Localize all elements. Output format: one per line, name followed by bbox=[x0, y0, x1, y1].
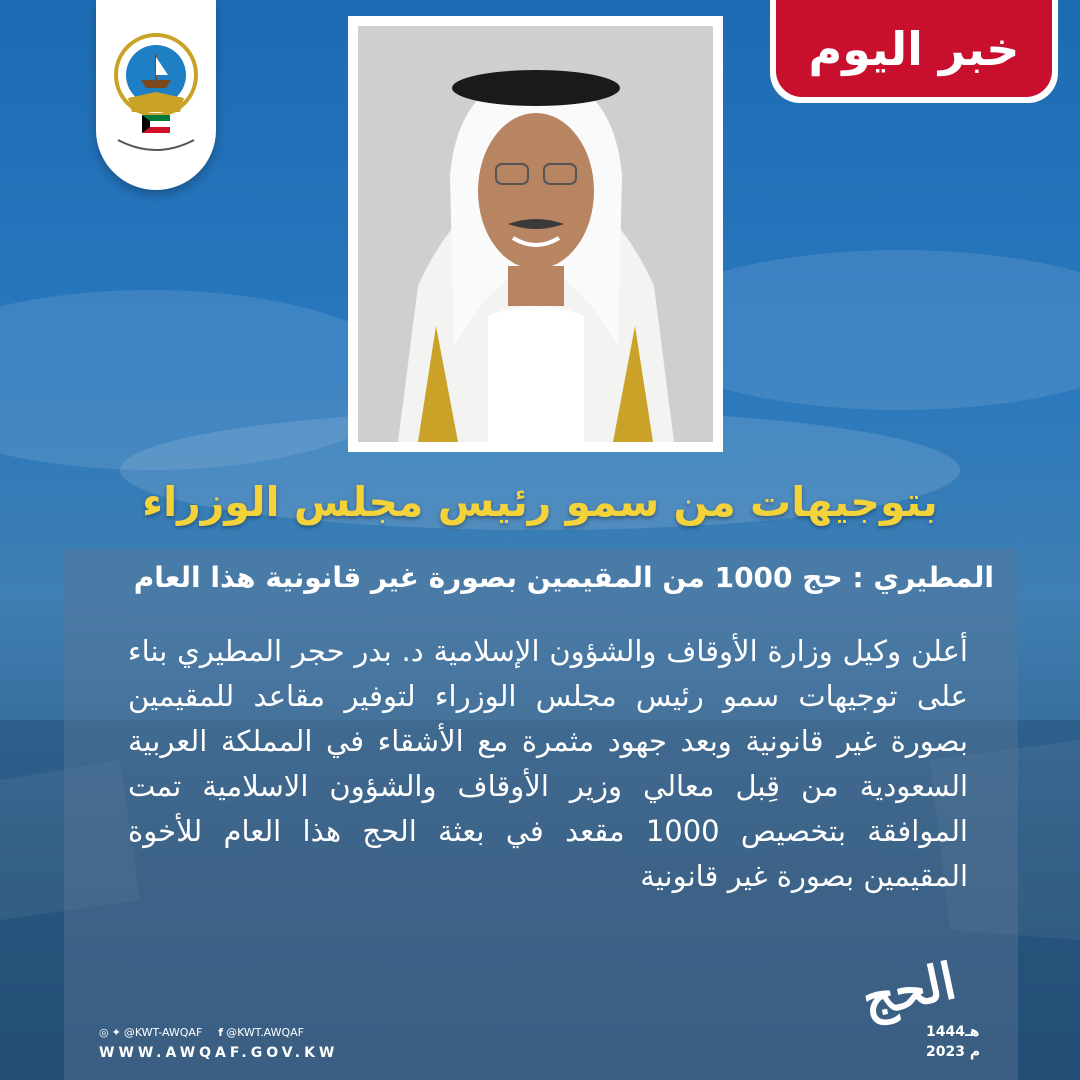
instagram-icon: ◎ bbox=[99, 1026, 109, 1039]
twitter-icon: ✦ bbox=[111, 1026, 121, 1039]
headline: بتوجيهات من سمو رئيس مجلس الوزراء bbox=[142, 478, 938, 526]
social-handles bbox=[99, 1026, 304, 1039]
ministry-logo-icon bbox=[106, 20, 206, 170]
news-tag bbox=[770, 0, 1058, 103]
portrait-photo bbox=[358, 26, 713, 442]
ministry-logo-badge bbox=[96, 0, 216, 190]
facebook-icon: f bbox=[218, 1026, 224, 1039]
social-link-twitter-instagram[interactable] bbox=[99, 1026, 202, 1039]
hijri-year: 1444هـ bbox=[926, 1024, 980, 1040]
subheadline: المطيري : حج 1000 من المقيمين بصورة غير قانونية هذا العام bbox=[133, 561, 994, 594]
gregorian-year: 2023 م bbox=[926, 1044, 981, 1060]
social-link-facebook[interactable] bbox=[218, 1026, 304, 1039]
news-tag-label: خبر اليوم bbox=[776, 0, 1052, 97]
website-link[interactable]: WWW.AWQAF.GOV.KW bbox=[99, 1045, 339, 1061]
year-block bbox=[926, 1022, 980, 1062]
social-handle-facebook: @KWT.AWQAF bbox=[226, 1026, 304, 1039]
portrait-frame bbox=[348, 16, 723, 452]
article-body: أعلن وكيل وزارة الأوقاف والشؤون الإسلامية د. بدر حجر المطيري بناء على توجيهات سمو رئيس مجلس الوزراء لتوفير مقاعد للمقيمين بصورة غير قانونية وبعد جهود مثمرة مع الأشقاء في المملكة العربية السعودية من قِبل معالي وزير الأوقاف والشؤون الاسلامية تمت الموافقة بتخصيص 1000 مقعد في بعثة الحج هذا العام للأخوة المقيمين بصورة غير قانونية bbox=[128, 634, 968, 893]
social-handle-twitter-instagram: @KWT-AWQAF bbox=[123, 1026, 203, 1039]
hajj-calligraphy: الحج bbox=[856, 950, 961, 1029]
